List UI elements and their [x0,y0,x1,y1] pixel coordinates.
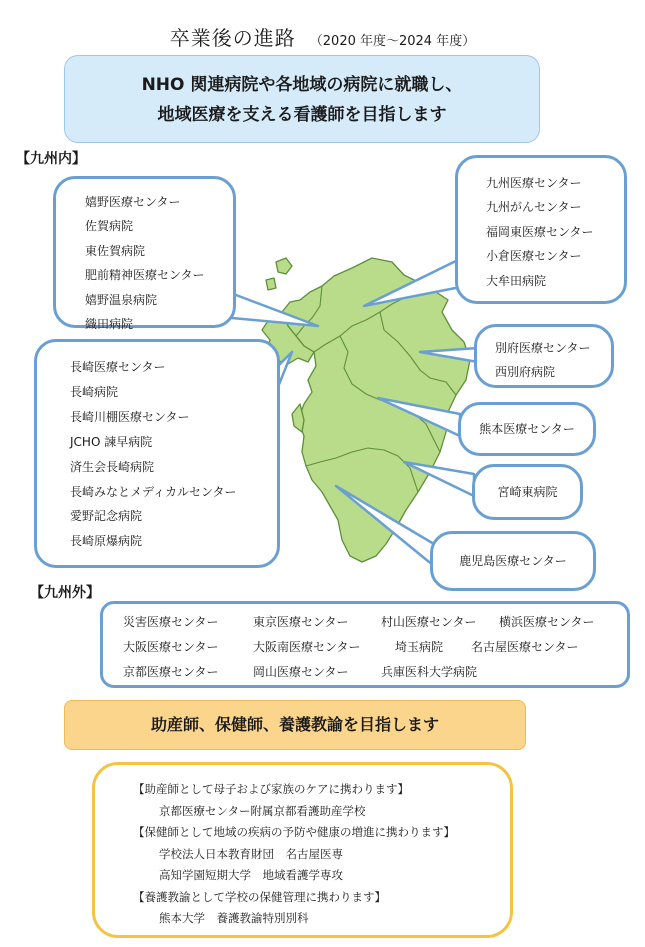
fukuoka-hospital-item: 福岡東医療センター [486,224,594,239]
fukuoka-hospitals-box [455,155,627,304]
nagasaki-hospitals-box [34,339,280,568]
saga-hospital-item: 嬉野温泉病院 [85,292,158,307]
nagasaki-hospital-item: 済生会長崎病院 [70,459,155,474]
saga-hospital-item: 嬉野医療センター [85,195,181,209]
nagasaki-hospital-item: 長崎医療センター [70,360,166,374]
midwife-category: 【助産師として母子および家族のケアに携わります】 [133,782,409,796]
title-text: 卒業後の進路 [169,26,296,50]
public-health-nurse-category: 【保健師として地域の疾病の予防や健康の増進に携わります】 [133,825,455,839]
outside-hospital-item: 岡山医療センター [253,665,349,679]
outside-row [103,635,627,660]
saga-hospitals-box [53,176,236,332]
miyazaki-hospital-box: 宮崎東病院 [472,464,583,520]
outside-hospital-item: 災害医療センター [123,615,219,629]
outside-kyushu-hospitals-box [100,601,630,688]
kyushu-section-label: 【九州内】 [16,151,86,167]
saga-hospital-item: 織田病院 [85,317,134,332]
outside-hospital-item: 村山医療センター [381,615,477,629]
fukuoka-hospital-item: 九州がんセンター [486,200,582,215]
outside-hospital-item: 横浜医療センター [499,615,595,629]
oita-hospital-item: 別府医療センター [495,341,591,355]
title-period: （2020 年度～2024 年度） [309,34,476,49]
nagasaki-hospital-item: 長崎病院 [70,384,119,399]
outside-hospital-item: 兵庫医科大学病院 [381,665,478,679]
oita-hospital-item: 西別府病院 [495,365,556,380]
outside-hospital-item: 埼玉病院 [395,640,444,654]
midwife-school: 京都医療センター附属京都看護助産学校 [159,803,366,818]
nagasaki-hospital-item: 長崎みなとメディカルセンター [70,484,237,499]
school-nurse-school: 熊本大学 養護教諭特別別科 [159,911,309,925]
kagoshima-hospital-box: 鹿児島医療センター [430,531,596,591]
saga-hospital-item: 肥前精神医療センター [85,268,205,283]
fukuoka-hospital-item: 九州医療センター [486,176,582,190]
outside-hospital-item: 大阪南医療センター [253,640,361,654]
nagasaki-hospital-item: JCHO 諫早病院 [70,434,153,449]
nagasaki-hospital-item: 長崎原爆病院 [70,534,143,549]
kumamoto-hospital-box: 熊本医療センター [458,402,596,456]
banner-line-2: 地域医療を支える看護師を目指します [157,105,447,125]
outside-kyushu-section-label: 【九州外】 [30,585,100,601]
school-nurse-category: 【養護教諭として学校の保健管理に携わります】 [133,889,386,904]
further-study-banner: 助産師、保健師、養護教諭を目指します [64,700,526,750]
outside-hospital-item: 大阪医療センター [123,640,219,654]
outside-row [103,660,627,685]
outside-row [103,610,627,635]
saga-hospital-item: 佐賀病院 [85,219,134,234]
outside-hospital-item: 東京医療センター [253,615,349,629]
fukuoka-hospital-item: 大牟田病院 [486,273,547,288]
banner-line-1: NHO 関連病院や各地域の病院に就職し、 [141,75,463,95]
public-health-nurse-school: 高知学園短期大学 地域看護学専攻 [159,868,343,882]
saga-hospital-item: 東佐賀病院 [85,243,146,258]
oita-hospitals-box [474,324,614,388]
outside-hospital-item: 京都医療センター [123,665,219,679]
further-study-box [92,762,513,938]
outside-hospital-item: 名古屋医療センター [471,640,579,654]
public-health-nurse-school: 学校法人日本教育財団 名古屋医専 [159,846,343,861]
nagasaki-hospital-item: 愛野記念病院 [70,509,143,524]
fukuoka-hospital-item: 小倉医療センター [486,249,582,264]
nagasaki-hospital-item: 長崎川棚医療センター [70,409,190,424]
